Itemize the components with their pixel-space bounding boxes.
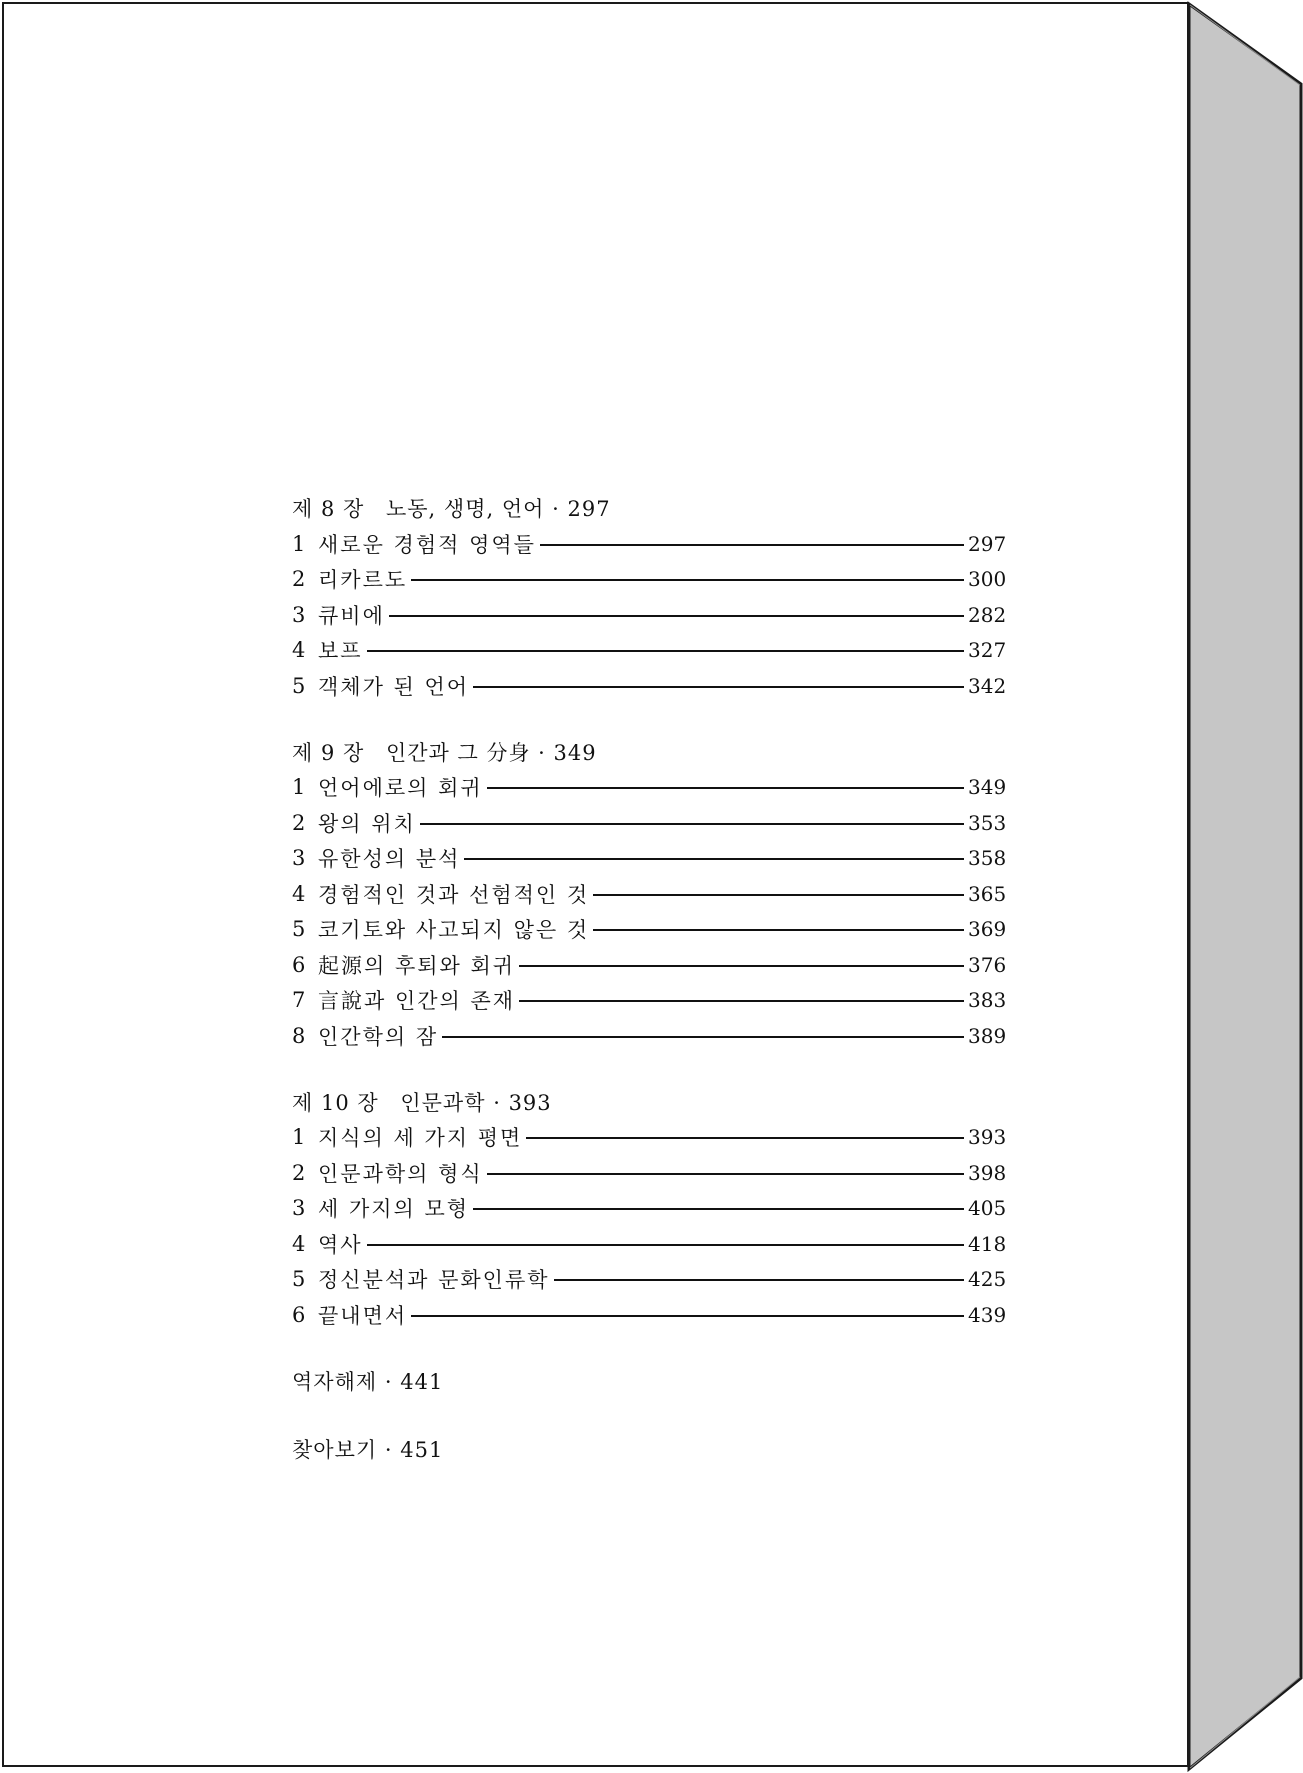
entry-number: 4	[292, 638, 306, 663]
entry-page: 369	[968, 917, 1007, 942]
book-bottom-bevel	[1190, 1677, 1300, 1768]
entry-title: 언어에로의 회귀	[318, 776, 483, 801]
entry-title: 유한성의 분석	[318, 847, 461, 872]
entry-number: 6	[292, 1302, 306, 1327]
toc-entry	[292, 1297, 1012, 1333]
entry-number: 2	[292, 810, 306, 835]
entry-page: 282	[968, 602, 1007, 627]
entry-title: 인간학의 잠	[318, 1024, 439, 1049]
entry-number: 3	[292, 1196, 306, 1221]
entry-title: 起源의 후퇴와 회귀	[318, 953, 516, 978]
entry-page: 393	[968, 1125, 1007, 1150]
entry-page: 349	[968, 775, 1007, 800]
toc-entry	[292, 1155, 1012, 1191]
toc-entry	[292, 876, 1012, 912]
backmatter-heading	[292, 1435, 1012, 1467]
entry-number: 3	[292, 602, 306, 627]
entry-number: 5	[292, 917, 306, 942]
leader-line	[540, 544, 964, 546]
backmatter-title: 찾아보기	[292, 1437, 378, 1462]
chapter-heading	[292, 738, 1012, 770]
entry-number: 2	[292, 567, 306, 592]
book-page	[2, 2, 1189, 1767]
separator-dot: ·	[384, 1437, 393, 1462]
entry-number: 5	[292, 1267, 306, 1292]
leader-line	[411, 579, 964, 581]
entry-page: 365	[968, 881, 1007, 906]
entry-title: 코기토와 사고되지 않은 것	[318, 918, 590, 943]
entry-number: 7	[292, 988, 306, 1013]
chapter-page: 349	[553, 740, 597, 765]
chapter-label: 제 8 장	[292, 497, 365, 521]
leader-line	[519, 1000, 964, 1002]
chapter-section	[292, 494, 1012, 704]
entry-page: 376	[968, 952, 1007, 977]
entry-page: 300	[968, 567, 1007, 592]
entry-title: 리카르도	[318, 568, 408, 593]
leader-line	[367, 650, 964, 652]
entry-number: 2	[292, 1160, 306, 1185]
entry-page: 389	[968, 1023, 1007, 1048]
entry-number: 1	[292, 775, 306, 800]
entry-title: 새로운 경험적 영역들	[318, 532, 536, 557]
entry-title: 言說과 인간의 존재	[318, 989, 516, 1014]
leader-line	[519, 965, 964, 967]
toc-entry	[292, 805, 1012, 841]
separator-dot: ·	[384, 1369, 393, 1394]
entry-number: 8	[292, 1023, 306, 1048]
entry-title: 끝내면서	[318, 1303, 408, 1328]
backmatter-title: 역자해제	[292, 1369, 378, 1394]
entry-page: 327	[968, 638, 1007, 663]
toc-entry	[292, 526, 1012, 562]
table-of-contents	[292, 494, 1012, 1503]
entry-title: 역사	[318, 1232, 363, 1257]
chapter-title: 노동, 생명, 언어	[385, 497, 545, 521]
chapter-section	[292, 738, 1012, 1054]
entry-title: 객체가 된 언어	[318, 674, 470, 699]
entry-number: 1	[292, 531, 306, 556]
toc-entry	[292, 983, 1012, 1019]
chapter-heading	[292, 1088, 1012, 1120]
entry-title: 큐비에	[318, 603, 385, 628]
chapter-page: 393	[508, 1090, 552, 1115]
chapter-label: 제 10 장	[292, 1090, 379, 1115]
backmatter-page: 441	[400, 1369, 444, 1394]
chapter-page: 297	[567, 497, 611, 521]
toc-entry	[292, 597, 1012, 633]
chapter-title: 인문과학	[400, 1090, 486, 1115]
backmatter-heading	[292, 1367, 1012, 1399]
entry-page: 342	[968, 673, 1007, 698]
leader-line	[487, 787, 964, 789]
chapter-heading	[292, 494, 1012, 526]
leader-line	[411, 1315, 964, 1317]
toc-entry	[292, 770, 1012, 806]
entry-page: 425	[968, 1267, 1007, 1292]
toc-entry	[292, 947, 1012, 983]
chapter-title: 인간과 그 分身	[385, 740, 531, 765]
toc-entry	[292, 1191, 1012, 1227]
entry-title: 경험적인 것과 선험적인 것	[318, 882, 590, 907]
leader-line	[593, 929, 964, 931]
leader-line	[420, 823, 964, 825]
separator-dot: ·	[538, 740, 546, 765]
entry-title: 인문과학의 형식	[318, 1161, 483, 1186]
toc-entry	[292, 562, 1012, 598]
entry-title: 정신분석과 문화인류학	[318, 1268, 550, 1293]
entry-number: 3	[292, 846, 306, 871]
toc-entry	[292, 841, 1012, 877]
entry-page: 383	[968, 988, 1007, 1013]
leader-line	[389, 615, 964, 617]
entry-number: 4	[292, 881, 306, 906]
entry-page: 418	[968, 1231, 1007, 1256]
leader-line	[367, 1244, 964, 1246]
entry-page: 353	[968, 810, 1007, 835]
book-top-bevel	[1190, 5, 1300, 85]
entry-title: 보프	[318, 639, 363, 664]
toc-entry	[292, 1018, 1012, 1054]
entry-page: 297	[968, 531, 1007, 556]
entry-number: 4	[292, 1231, 306, 1256]
leader-line	[593, 894, 964, 896]
entry-page: 358	[968, 846, 1007, 871]
entry-title: 왕의 위치	[318, 811, 416, 836]
leader-line	[526, 1137, 964, 1139]
entry-title: 세 가지의 모형	[318, 1197, 470, 1222]
chapter-section	[292, 1088, 1012, 1333]
leader-line	[487, 1173, 964, 1175]
entry-number: 5	[292, 673, 306, 698]
leader-line	[464, 858, 964, 860]
leader-line	[473, 686, 964, 688]
entry-page: 398	[968, 1160, 1007, 1185]
leader-line	[554, 1279, 964, 1281]
entry-page: 439	[968, 1302, 1007, 1327]
toc-entry	[292, 1262, 1012, 1298]
separator-dot: ·	[493, 1090, 501, 1115]
toc-entry	[292, 1120, 1012, 1156]
separator-dot: ·	[552, 497, 560, 521]
toc-entry	[292, 1226, 1012, 1262]
book-side-face	[1189, 4, 1301, 1769]
backmatter-page: 451	[400, 1437, 444, 1462]
entry-title: 지식의 세 가지 평면	[318, 1126, 523, 1151]
leader-line	[442, 1036, 964, 1038]
toc-entry	[292, 633, 1012, 669]
toc-entry	[292, 668, 1012, 704]
entry-number: 1	[292, 1125, 306, 1150]
toc-entry	[292, 912, 1012, 948]
chapter-label: 제 9 장	[292, 740, 365, 765]
leader-line	[473, 1208, 964, 1210]
entry-page: 405	[968, 1196, 1007, 1221]
entry-number: 6	[292, 952, 306, 977]
